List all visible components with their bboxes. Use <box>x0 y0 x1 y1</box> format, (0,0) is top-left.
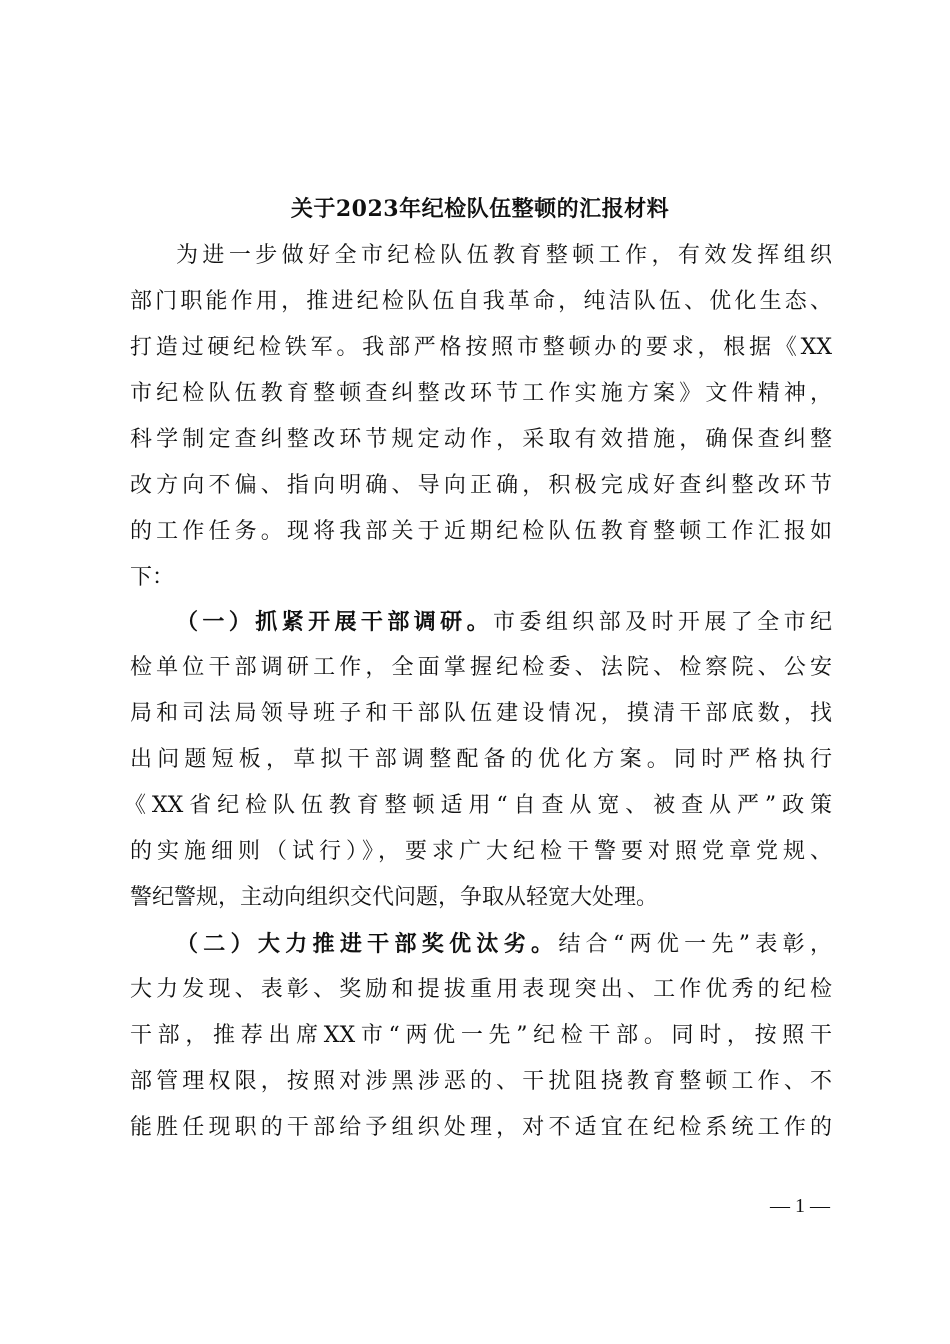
section-2-first-text: 结合“两优一先”表彰， <box>558 932 832 957</box>
paragraph-line: 检单位干部调研工作，全面掌握纪检委、法院、检察院、公安 <box>130 655 832 680</box>
section-1-first-text: 市委组织部及时开展了全市纪 <box>493 610 832 635</box>
page-number: — 1 — <box>770 1195 830 1217</box>
paragraph-line: 能胜任现职的干部给予组织处理，对不适宜在纪检系统工作的 <box>130 1115 832 1140</box>
paragraph-line: 改方向不偏、指向明确、导向正确，积极完成好查纠整改环节 <box>130 473 832 498</box>
paragraph-line: 部门职能作用，推进纪检队伍自我革命，纯洁队伍、优化生态、 <box>130 289 832 314</box>
paragraph-line: 的工作任务。现将我部关于近期纪检队伍教育整顿工作汇报如 <box>130 519 832 544</box>
paragraph-line: 局和司法局领导班子和干部队伍建设情况，摸清干部底数，找 <box>130 701 832 726</box>
paragraph-line: 为进一步做好全市纪检队伍教育整顿工作，有效发挥组织 <box>176 243 832 268</box>
section-2-heading: （二）大力推进干部奖优汰劣。 <box>176 931 559 957</box>
paragraph-line: 市纪检队伍教育整顿查纠整改环节工作实施方案》文件精神， <box>130 381 832 406</box>
paragraph-line: 《XX省纪检队伍教育整顿适用“自查从宽、被查从严”政策 <box>124 793 832 818</box>
paragraph-line: 科学制定查纠整改环节规定动作，采取有效措施，确保查纠整 <box>130 427 832 452</box>
section-1-first-line <box>176 604 832 641</box>
document-title: 关于2023年纪检队伍整顿的汇报材料 <box>290 196 670 222</box>
paragraph-line: 出问题短板，草拟干部调整配备的优化方案。同时严格执行 <box>130 747 832 772</box>
section-2-first-line <box>176 926 832 963</box>
section-1-heading: （一）抓紧开展干部调研。 <box>176 609 493 635</box>
paragraph-line: 打造过硬纪检铁军。我部严格按照市整顿办的要求，根据《XX <box>130 335 832 360</box>
paragraph-line: 的实施细则（试行）》，要求广大纪检干警要对照党章党规、 <box>130 839 832 864</box>
paragraph-line: 警纪警规，主动向组织交代问题，争取从轻宽大处理。 <box>130 885 659 910</box>
paragraph-line: 干部，推荐出席XX市“两优一先”纪检干部。同时，按照干 <box>130 1023 832 1048</box>
paragraph-line: 大力发现、表彰、奖励和提拔重用表现突出、工作优秀的纪检 <box>130 977 832 1002</box>
paragraph-line: 下： <box>130 565 175 590</box>
paragraph-line: 部管理权限，按照对涉黑涉恶的、干扰阻挠教育整顿工作、不 <box>130 1069 832 1094</box>
